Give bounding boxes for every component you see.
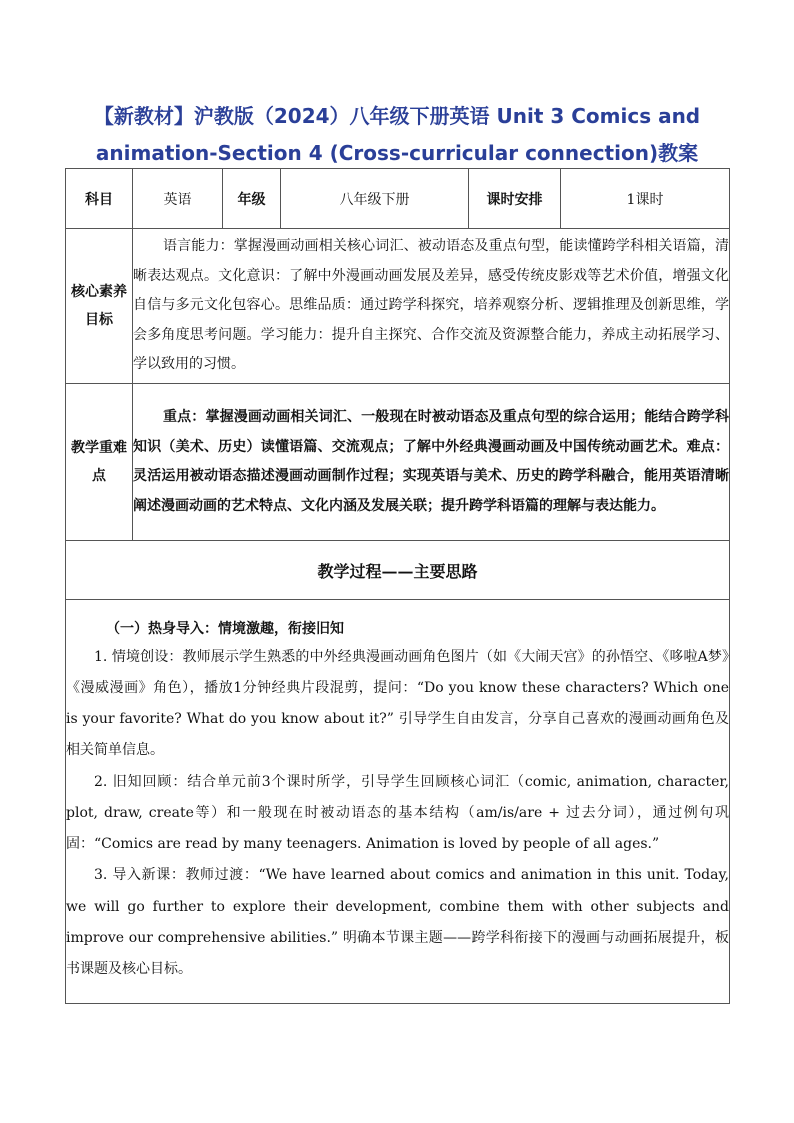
core-goals-label: 核心素养目标 — [66, 229, 133, 384]
key-points-text: 重点：掌握漫画动画相关词汇、一般现在时被动语态及重点句型的综合运用；能结合跨学科知识（美术、历史）读懂语篇、交流观点；了解中外经典漫画动画及中国传统动画艺术。难点：灵活运用被动语态描述漫画动画制作过程；实现英语与美术、历史的跨学科融合，能用英语清晰阐述漫画动画的艺术特点、文化内涵及发展关联；提升跨学科语篇的理解与表达能力。 — [133, 384, 730, 541]
process-body — [66, 600, 730, 1004]
hours-label: 课时安排 — [469, 169, 561, 229]
process-step-3: 3. 导入新课：教师过渡：“We have learned about comics and animation in this unit. Today, we will go further to explore their development, combine them with other subjects and improve our comprehensive abilities.” 明确本节课主题——跨学科衔接下的漫画与动画拓展提升，板书课题及核心目标。 — [66, 867, 729, 977]
info-row — [66, 169, 730, 229]
process-heading-row — [66, 541, 730, 600]
core-goals-text: 语言能力：掌握漫画动画相关核心词汇、被动语态及重点句型，能读懂跨学科相关语篇，清晰表达观点。文化意识：了解中外漫画动画发展及差异，感受传统皮影戏等艺术价值，增强文化自信与多元文化包容心。思维品质：通过跨学科探究，培养观察分析、逻辑推理及创新思维，学会多角度思考问题。学习能力：提升自主探究、合作交流及资源整合能力，养成主动拓展学习、学以致用的习惯。 — [133, 229, 730, 384]
lesson-plan-table — [65, 168, 730, 1004]
process-step-1: 1. 情境创设：教师展示学生熟悉的中外经典漫画动画角色图片（如《大闹天宫》的孙悟空、《哆啦A梦》《漫威漫画》角色），播放1分钟经典片段混剪，提问：“Do you know these characters? Which one is your favorite? What do you know about it?” 引导学生自由发言，分享自己喜欢的漫画动画角色及相关简单信息。 — [66, 648, 729, 759]
key-points-label: 教学重难点 — [66, 384, 133, 541]
subject-value: 英语 — [133, 169, 223, 229]
section-title: （一）热身导入：情境激趣，衔接旧知 — [106, 620, 344, 637]
process-body-row — [66, 600, 730, 1004]
hours-value: 1课时 — [561, 169, 730, 229]
grade-label: 年级 — [223, 169, 281, 229]
document-title: 【新教材】沪教版（2024）八年级下册英语 Unit 3 Comics and animation-Section 4 (Cross-curricular connection)教案 — [93, 104, 701, 165]
process-heading: 教学过程——主要思路 — [66, 541, 730, 600]
subject-label: 科目 — [66, 169, 133, 229]
key-points-row — [66, 384, 730, 541]
process-step-2: 2. 旧知回顾：结合单元前3个课时所学，引导学生回顾核心词汇（comic, animation, character, plot, draw, create等）和一般现在时被动语态的基本结构（am/is/are + 过去分词），通过例句巩固：“Comics are read by many teenagers. Animation is loved by people of all ages.” — [66, 773, 729, 853]
grade-value: 八年级下册 — [281, 169, 469, 229]
core-goals-row — [66, 229, 730, 384]
